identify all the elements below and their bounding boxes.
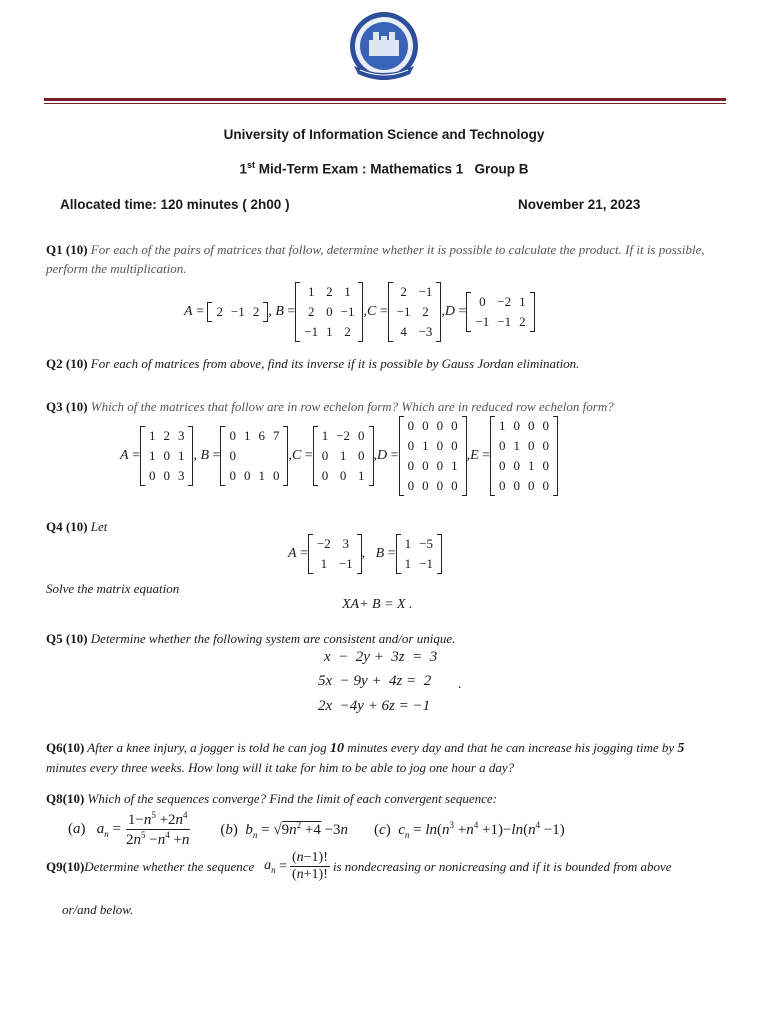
q4-matrices: A = −2 3 1 −1 , B = 1 −5 1 −1: [288, 534, 442, 574]
q4-solve-text: Solve the matrix equation: [46, 581, 180, 596]
q4-text: Q4 (10) Let: [46, 519, 108, 534]
header-rule: [44, 98, 726, 101]
q3-matrix-d: 0 0 0 0 0 1 0 0 0 0 0 1 0 0 0 0: [399, 416, 467, 496]
q4-equation: XA+ B = X .: [342, 597, 413, 612]
university-name: University of Information Science and Technology: [223, 127, 545, 142]
q5-equation-1: x − 2y + 3z = 3: [324, 649, 438, 665]
q8-sequence-a: ( a ) $a_n$ = $\frac{1-n^5 +2n^4}{2n^5 -n^4 +n}$: [68, 810, 190, 848]
q8-sequences: [68, 810, 565, 849]
q3-text: Q3 (10) Which of the matrices that follow are in row echelon form? Which are in reduced row echelon form?: [46, 399, 614, 414]
q9-text: Q9(10) Determine whether the sequence $a_n$ = $\frac{(n-1)!}{(n+1)!}$ is nondecreasing or nonicreasing and if it is bounded from above: [46, 850, 672, 882]
q3-matrices: A = 1 2 3 1 0 1 0 0 3 , B = 0 1 6 7 0 0 0 1 0 , C = 1 −2 0 0 1 0 0 0 1 , D = 0 0 0 0 0 1 0 0 0 0 0 1 0 0 0 0 , E = 1 0 0 0 0 1 0 0 0 0 1 0 0 0 0 0: [120, 416, 558, 496]
university-logo: [346, 10, 422, 86]
header-rule-thin: [44, 103, 726, 104]
q3-matrix-e: 1 0 0 0 0 1 0 0 0 0 1 0 0 0 0 0: [490, 416, 558, 496]
allocated-time: Allocated time: 120 minutes ( 2h00 ): [60, 197, 290, 212]
q6-text: Q6(10) After a knee injury, a jogger is told he can jog 10 minutes every day and that he can increase his jogging time by 5 minutes every three weeks. How long will it take for him to be able to jog one hour a day?: [46, 740, 685, 775]
q5-period: .: [458, 677, 462, 692]
q5-equation-2: 5x − 9y + 4z = 2: [318, 673, 432, 689]
q4-matrix-a: −2 3 1 −1: [308, 534, 362, 574]
q1-matrix-a: 2 −1 2: [207, 302, 268, 322]
q2-text: Q2 (10) For each of matrices from above, find its inverse if it is possible by Gauss Jordan elimination.: [46, 356, 580, 371]
q1-matrix-b: 1 2 1 2 0 −1 −1 1 2: [295, 282, 363, 342]
q3-matrix-c: 1 −2 0 0 1 0 0 0 1: [313, 426, 374, 486]
exam-date: November 21, 2023: [518, 197, 641, 212]
q9-text-end: or/and below.: [62, 902, 134, 917]
q3-matrix-b: 0 1 6 7 0 0 0 1 0: [220, 426, 288, 486]
q1-matrix-c: 2 −1 −1 2 4 −3: [388, 282, 442, 342]
q8-sequence-c: (c) $c_n = \ln(n^3 +n^4 +1)-\ln(n^4 -1)$: [374, 819, 565, 840]
q5-equation-3: 2x −4y + 6z = −1: [318, 698, 431, 714]
q4-matrix-b: 1 −5 1 −1: [396, 534, 442, 574]
q8-sequence-b: (b) $b_n = √9n^2 +4 -3n$: [220, 819, 349, 840]
q3-matrix-a: 1 2 3 1 0 1 0 0 3: [140, 426, 194, 486]
q1-matrix-d: 0 −2 1 −1 −1 2: [466, 292, 534, 332]
q5-text: Q5 (10) Determine whether the following system are consistent and/or unique.: [46, 631, 456, 646]
q1-text: Q1 (10) For each of the pairs of matrices that follow, determine whether it is possible to calculate the product. If it is possible, perform the multiplication.: [46, 242, 705, 276]
q8-text: Q8(10) Which of the sequences converge? Find the limit of each convergent sequence:: [46, 791, 497, 806]
q1-matrices: A = 2 −1 2 , B = 1 2 1 2 0 −1 −1 1 2 , C = 2 −1 −1 2 4 −3 , D = 0 −2 1 −1 −1 2: [184, 282, 535, 342]
exam-title: 1st Mid-Term Exam : Mathematics 1 Group B: [239, 160, 529, 177]
q9-sequence: $a_n$ = $\frac{(n-1)!}{(n+1)!}$: [264, 850, 328, 882]
